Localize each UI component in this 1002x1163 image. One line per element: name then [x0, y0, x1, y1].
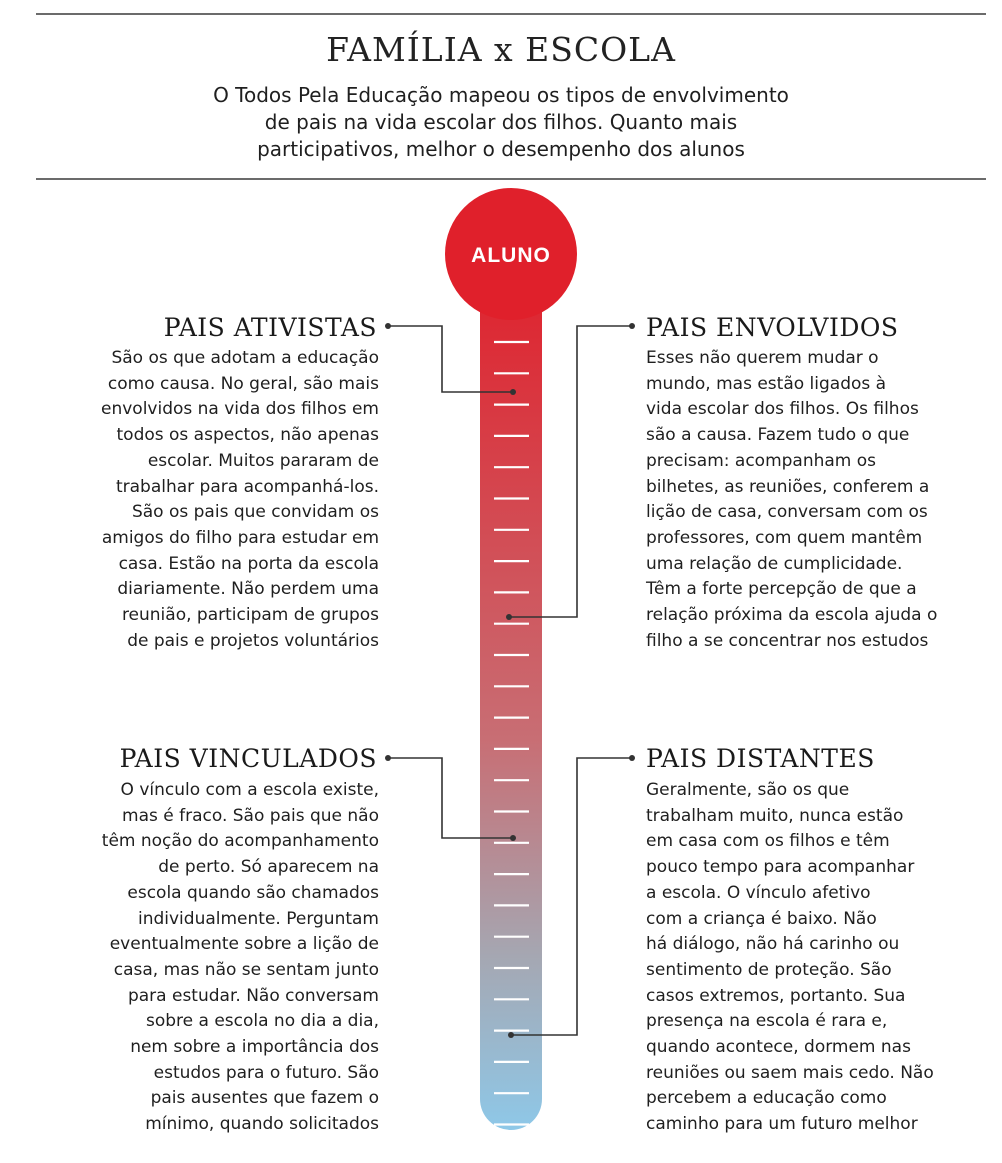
body-line: professores, com quem mantêm: [646, 527, 923, 548]
body-line: estudos para o futuro. São: [153, 1062, 379, 1083]
body-line: relação próxima da escola ajuda o: [646, 605, 938, 626]
body-line: de pais e projetos voluntários: [127, 630, 379, 651]
connector-vinculados-start-dot: [385, 755, 391, 761]
body-pais-distantes: [646, 778, 996, 1138]
body-line: envolvidos na vida dos filhos em: [101, 399, 379, 420]
body-line: mínimo, quando solicitados: [145, 1114, 379, 1135]
body-line: nem sobre a importância dos: [130, 1037, 379, 1058]
body-line: Têm a forte percepção de que a: [646, 579, 917, 600]
heading-pais-distantes: PAIS DISTANTES: [646, 744, 875, 773]
body-line: uma relação de cumplicidade.: [646, 553, 903, 574]
body-line: casa. Estão na porta da escola: [118, 553, 379, 574]
body-line: para estudar. Não conversam: [127, 985, 379, 1006]
body-line: bilhetes, as reuniões, conferem a: [646, 476, 930, 497]
connector-envolvidos-end-dot: [506, 614, 512, 620]
body-line: casos extremos, portanto. Sua: [646, 985, 906, 1006]
body-line: lição de casa, conversam com os: [646, 502, 928, 523]
body-line: presença na escola é rara e,: [646, 1011, 888, 1032]
body-line: precisam: acompanham os: [646, 450, 877, 471]
body-line: casa, mas não se sentam junto: [113, 959, 379, 980]
body-line: mas é fraco. São pais que não: [122, 805, 379, 826]
body-line: percebem a educação como: [646, 1088, 887, 1109]
heading-pais-envolvidos: PAIS ENVOLVIDOS: [646, 313, 899, 342]
body-line: amigos do filho para estudar em: [101, 527, 379, 548]
connector-distantes-start-dot: [629, 755, 635, 761]
body-line: pais ausentes que fazem o: [150, 1088, 379, 1109]
body-line: pouco tempo para acompanhar: [646, 857, 915, 878]
heading-pais-vinculados: PAIS VINCULADOS: [119, 744, 377, 773]
body-line: há diálogo, não há carinho ou: [646, 934, 900, 955]
body-line: em casa com os filhos e têm: [646, 831, 890, 852]
body-pais-envolvidos: [646, 346, 996, 654]
body-line: mundo, mas estão ligados à: [646, 373, 887, 394]
body-line: Esses não querem mudar o: [646, 348, 879, 368]
body-line: têm noção do acompanhamento: [101, 831, 379, 852]
body-line: São os que adotam a educação: [111, 348, 379, 368]
connector-vinculados-end-dot: [510, 835, 516, 841]
body-line: escola quando são chamados: [127, 882, 379, 903]
body-line: sobre a escola no dia a dia,: [145, 1011, 379, 1032]
body-pais-vinculados: [19, 778, 379, 1138]
body-line: Geralmente, são os que: [646, 780, 850, 800]
body-line: O vínculo com a escola existe,: [120, 780, 379, 800]
body-line: São os pais que convidam os: [131, 502, 379, 523]
connector-distantes-end-dot: [508, 1032, 514, 1038]
body-line: reuniões ou saem mais cedo. Não: [646, 1062, 934, 1083]
body-line: de perto. Só aparecem na: [158, 857, 379, 878]
bulb-label: ALUNO: [471, 244, 551, 267]
body-line: como causa. No geral, são mais: [107, 373, 379, 394]
body-line: escolar. Muitos pararam de: [147, 450, 379, 471]
body-line: eventualmente sobre a lição de: [109, 934, 379, 955]
body-line: individualmente. Perguntam: [137, 908, 379, 929]
page-title: FAMÍLIA x ESCOLA: [326, 30, 676, 69]
subtitle-line: O Todos Pela Educação mapeou os tipos de envolvimento: [213, 83, 789, 107]
body-pais-ativistas: [19, 346, 379, 654]
body-line: trabalhar para acompanhá-los.: [115, 476, 379, 497]
body-line: vida escolar dos filhos. Os filhos: [646, 399, 919, 420]
body-line: trabalham muito, nunca estão: [646, 805, 904, 826]
connector-ativistas-end-dot: [510, 389, 516, 395]
body-line: sentimento de proteção. São: [646, 959, 892, 980]
connector-envolvidos-start-dot: [629, 323, 635, 329]
body-line: filho a se concentrar nos estudos: [646, 630, 929, 651]
body-line: quando acontece, dormem nas: [646, 1037, 911, 1058]
body-line: a escola. O vínculo afetivo: [646, 882, 871, 903]
body-line: diariamente. Não perdem uma: [117, 579, 379, 600]
body-line: todos os aspectos, não apenas: [116, 425, 379, 446]
body-line: são a causa. Fazem tudo o que: [646, 425, 910, 446]
body-line: caminho para um futuro melhor: [646, 1114, 918, 1135]
body-line: com a criança é baixo. Não: [646, 908, 877, 929]
subtitle-line: participativos, melhor o desempenho dos alunos: [257, 137, 745, 161]
heading-pais-ativistas: PAIS ATIVISTAS: [163, 313, 377, 342]
body-line: reunião, participam de grupos: [121, 605, 379, 626]
subtitle-line: de pais na vida escolar dos filhos. Quanto mais: [264, 110, 738, 134]
connector-ativistas-start-dot: [385, 323, 391, 329]
